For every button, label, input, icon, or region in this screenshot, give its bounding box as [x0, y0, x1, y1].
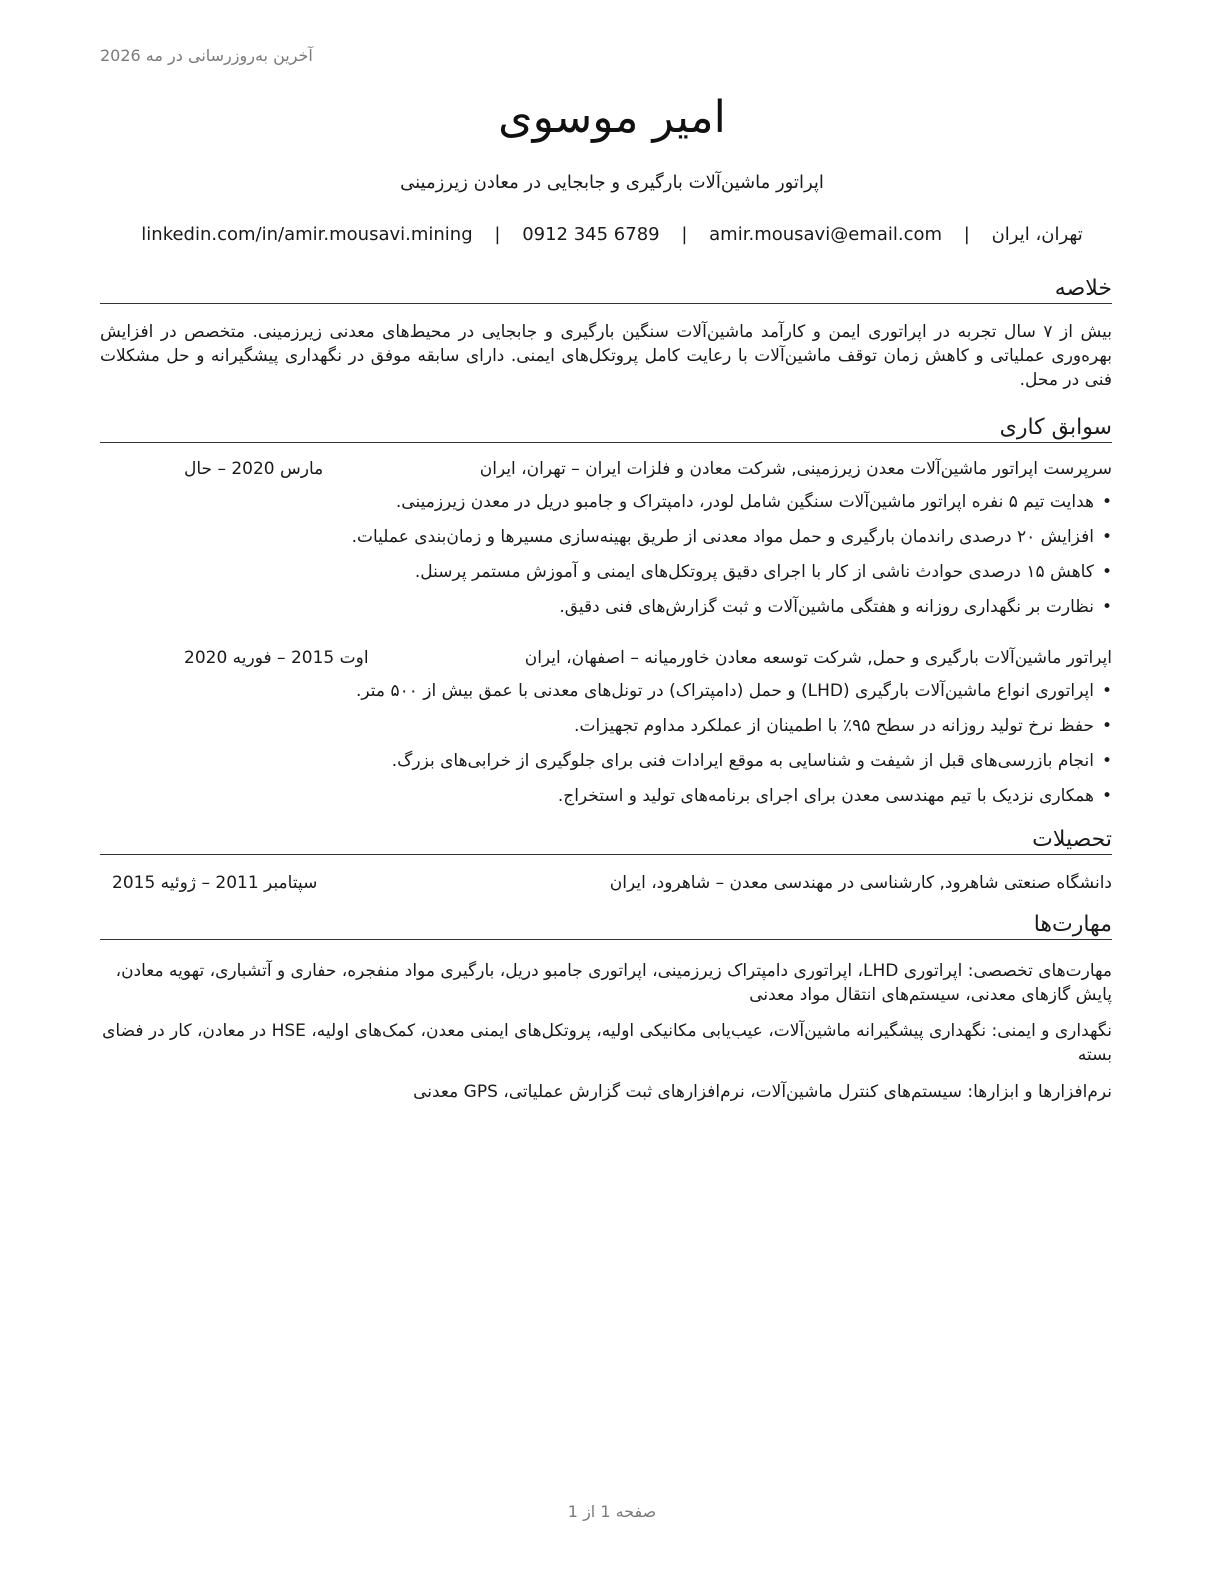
contact-location: تهران، ایران — [991, 224, 1083, 245]
job-header — [100, 648, 1112, 672]
skill-line: نگهداری و ایمنی: نگهداری پیشگیرانه ماشین‌آلات، عیب‌یابی مکانیکی اولیه، پروتکل‌های ایمنی معدن، کمک‌های اولیه، HSE در معادن، کار در فضای بسته — [102, 1021, 1112, 1065]
contact-email[interactable]: amir.mousavi@email.com — [709, 224, 943, 245]
job-role: اپراتور ماشین‌آلات بارگیری و حمل, شرکت توسعه معادن خاورمیانه – اصفهان، ایران — [524, 648, 1112, 668]
contact-phone[interactable]: 0912 345 6789 — [522, 224, 660, 245]
last-updated-note: آخرین به‌روزرسانی در مه 2026 — [100, 46, 313, 65]
education-school: دانشگاه صنعتی شاهرود, کارشناسی در مهندسی معدن – شاهرود، ایران — [609, 873, 1112, 893]
person-name: امیر موسوی — [498, 92, 726, 143]
job-dates: اوت 2015 – فوریه 2020 — [184, 648, 369, 668]
section-heading-summary: خلاصه — [100, 276, 1112, 304]
list-item: • نظارت بر نگهداری روزانه و هفتگی ماشین‌آلات و ثبت گزارش‌های فنی دقیق. — [100, 595, 1112, 619]
job-dates: مارس 2020 – حال — [184, 459, 324, 479]
list-item: • اپراتوری انواع ماشین‌آلات بارگیری (LHD) و حمل (دامپتراک) در تونل‌های معدنی با عمق بیش از ۵۰۰ متر. — [100, 679, 1112, 703]
list-item: • انجام بازرسی‌های قبل از شیفت و شناسایی به موقع ایرادات فنی برای جلوگیری از خرابی‌های بزرگ. — [100, 749, 1112, 773]
list-item: • هدایت تیم ۵ نفره اپراتور ماشین‌آلات سنگین شامل لودر، دامپتراک و جامبو دریل در معدن زیرزمینی. — [100, 490, 1112, 514]
job-title: اپراتور ماشین‌آلات بارگیری و جابجایی در معادن زیرزمینی — [400, 172, 824, 193]
section-heading-skills: مهارت‌ها — [100, 912, 1112, 940]
section-heading-education: تحصیلات — [100, 827, 1112, 855]
education-dates: سپتامبر 2011 – ژوئیه 2015 — [112, 873, 318, 893]
skill-line: نرم‌افزارها و ابزارها: سیستم‌های کنترل ماشین‌آلات، نرم‌افزارهای ثبت گزارش عملیاتی، GPS معدنی — [413, 1082, 1112, 1102]
job-bullets — [100, 490, 1112, 630]
contact-separator: | — [963, 224, 970, 245]
contact-line — [0, 224, 1224, 245]
contact-separator: | — [494, 224, 501, 245]
list-item: • افزایش ۲۰ درصدی راندمان بارگیری و حمل مواد معدنی از طریق بهینه‌سازی مسیرها و زمان‌بندی عملیات. — [100, 525, 1112, 549]
contact-separator: | — [681, 224, 688, 245]
section-heading-experience: سوابق کاری — [100, 415, 1112, 443]
education-entry — [100, 873, 1112, 897]
job-bullets — [100, 679, 1112, 819]
summary-text: بیش از ۷ سال تجربه در اپراتوری ایمن و کارآمد ماشین‌آلات سنگین بارگیری و جابجایی در محیط‌های معدنی زیرزمینی. متخصص در افزایش بهره‌وری عملیاتی و کاهش زمان توقف ماشین‌آلات با رعایت کامل پروتکل‌های ایمنی. دارای سابقه موفق در نگهداری پیشگیرانه و حل مشکلات فنی در محل. — [100, 322, 1112, 390]
job-role: سرپرست اپراتور ماشین‌آلات معدن زیرزمینی, شرکت معادن و فلزات ایران – تهران، ایران — [479, 459, 1112, 479]
list-item: • همکاری نزدیک با تیم مهندسی معدن برای اجرای برنامه‌های تولید و استخراج. — [100, 784, 1112, 808]
page-number: صفحه 1 از 1 — [567, 1502, 657, 1521]
skill-line: مهارت‌های تخصصی: اپراتوری LHD، اپراتوری دامپتراک زیرزمینی، اپراتوری جامبو دریل، بارگیری مواد منفجره، حفاری و آتشباری، تهویه معادن، پایش گازهای معدنی، سیستم‌های انتقال مواد معدنی — [115, 961, 1112, 1005]
job-header — [100, 459, 1112, 483]
list-item: • کاهش ۱۵ درصدی حوادث ناشی از کار با اجرای دقیق پروتکل‌های ایمنی و آموزش مستمر پرسنل. — [100, 560, 1112, 584]
list-item: • حفظ نرخ تولید روزانه در سطح ۹۵٪ با اطمینان از عملکرد مداوم تجهیزات. — [100, 714, 1112, 738]
contact-linkedin[interactable]: linkedin.com/in/amir.mousavi.mining — [141, 224, 473, 245]
